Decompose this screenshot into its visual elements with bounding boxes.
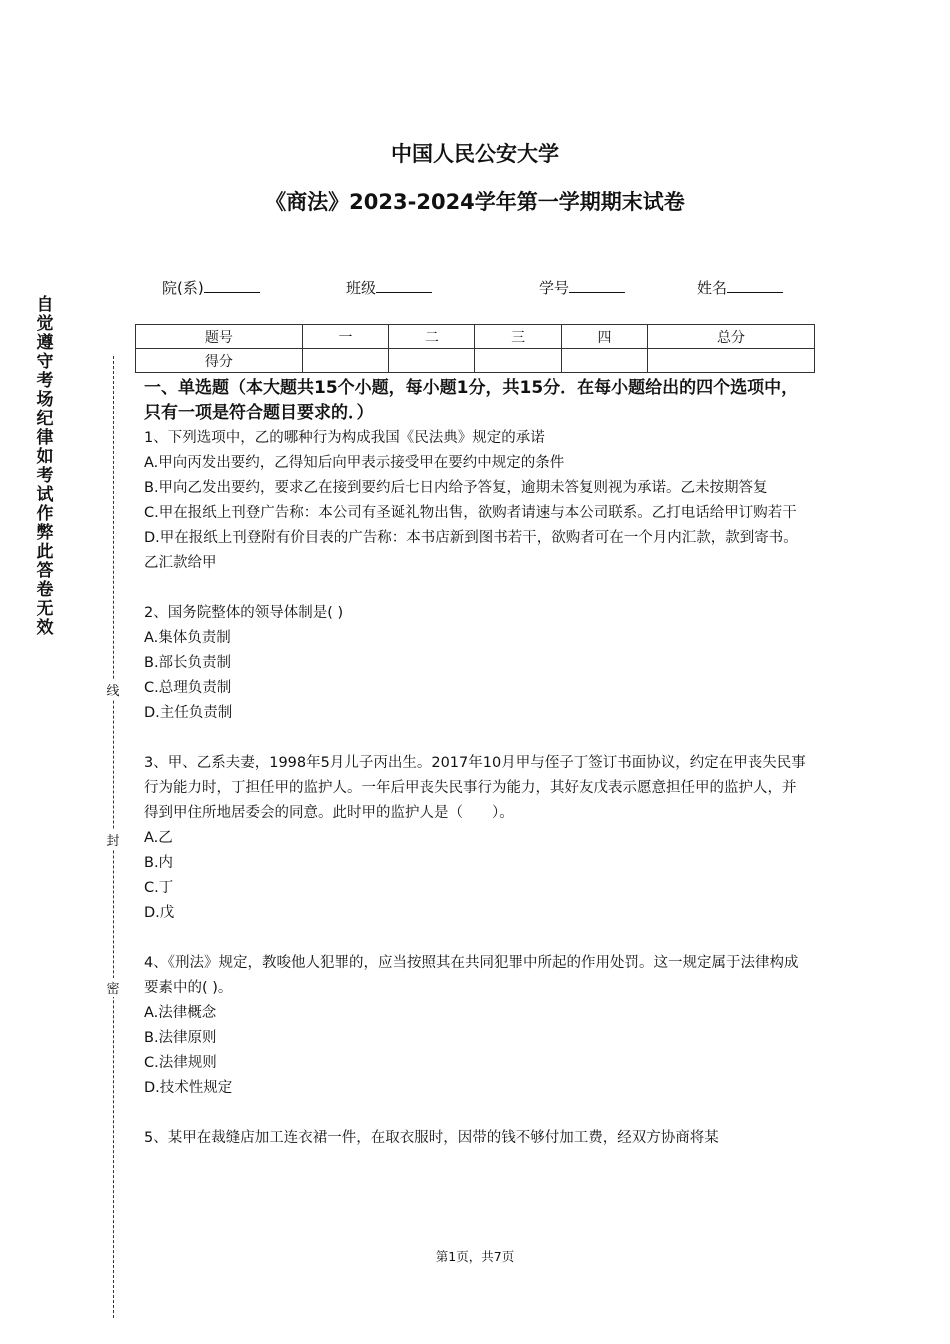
question-2: [144, 601, 808, 726]
question-option: B.法律原则: [144, 1030, 217, 1046]
score-cell-empty: [389, 349, 475, 373]
score-cell-empty: [561, 349, 647, 373]
score-cell: 四: [561, 325, 647, 349]
section-heading: 一、单选题（本大题共15个小题，每小题1分，共15分．在每小题给出的四个选项中，只有一项是符合题目要求的．）: [144, 378, 799, 423]
question-5: [144, 1126, 808, 1151]
blank-line: [727, 278, 783, 293]
question-option: C.法律规则: [144, 1055, 217, 1071]
exam-discipline-warning: 自觉遵守考场纪律如考试作弊此答卷无效: [36, 295, 54, 638]
score-cell-empty: [475, 349, 561, 373]
info-field-student-id: 学号: [539, 277, 625, 298]
score-cell: 三: [475, 325, 561, 349]
question-stem: 4、《刑法》规定，教唆他人犯罪的，应当按照其在共同犯罪中所起的作用处罚。这一规定属于法律构成要素中的( )。: [144, 955, 799, 996]
question-option: D.技术性规定: [144, 1080, 233, 1096]
page-number: 第1页，共7页: [435, 1249, 515, 1264]
seal-char-seal: 封: [106, 830, 120, 849]
score-table-header-row: [136, 325, 815, 349]
score-table: [135, 324, 815, 373]
question-option: B.甲向乙发出要约，要求乙在接到要约后七日内给予答复，逾期未答复则视为承诺。乙未按期答复: [144, 480, 768, 496]
question-option: B.内: [144, 855, 174, 871]
question-stem: 1、下列选项中，乙的哪种行为构成我国《民法典》规定的承诺: [144, 430, 545, 446]
question-4: [144, 951, 808, 1101]
question-option: C.总理负责制: [144, 680, 232, 696]
info-field-name: 姓名: [697, 277, 783, 298]
score-cell: 得分: [136, 349, 303, 373]
question-option: D.主任负责制: [144, 705, 233, 721]
question-option: D.戊: [144, 905, 175, 921]
question-option: D.甲在报纸上刊登附有价目表的广告称：本书店新到图书若干，欲购者可在一个月内汇款，款到寄书。乙汇款给甲: [144, 530, 798, 571]
question-option: B.部长负责制: [144, 655, 232, 671]
blank-line: [376, 278, 432, 293]
blank-line: [204, 278, 260, 293]
question-stem: 3、甲、乙系夫妻，1998年5月儿子丙出生。2017年10月甲与侄子丁签订书面协议，约定在甲丧失民事行为能力时，丁担任甲的监护人。一年后甲丧失民事行为能力，其好友戊表示愿意担任甲的监护人，并得到甲住所地居委会的同意。此时甲的监护人是（ ）。: [144, 755, 806, 821]
score-cell-empty: [302, 349, 388, 373]
question-option: A.甲向丙发出要约，乙得知后向甲表示接受甲在要约中规定的条件: [144, 455, 565, 471]
question-1: [144, 426, 808, 576]
score-cell: 题号: [136, 325, 303, 349]
question-3: [144, 751, 808, 926]
score-cell: 一: [302, 325, 388, 349]
info-field-class: 班级: [346, 277, 432, 298]
university-title: 中国人民公安大学: [391, 142, 559, 166]
blank-line: [569, 278, 625, 293]
question-stem: 5、某甲在裁缝店加工连衣裙一件，在取衣服时，因带的钱不够付加工费，经双方协商将某: [144, 1130, 719, 1146]
info-field-department: 院(系): [162, 277, 260, 298]
exam-title: 《商法》2023-2024学年第一学期期末试卷: [265, 190, 685, 214]
question-option: C.丁: [144, 880, 174, 896]
question-stem: 2、国务院整体的领导体制是( ): [144, 605, 344, 621]
exam-content: [144, 376, 808, 1151]
score-cell-empty: [648, 349, 815, 373]
score-cell: 二: [389, 325, 475, 349]
score-table-score-row: [136, 349, 815, 373]
score-cell: 总分: [648, 325, 815, 349]
question-option: A.集体负责制: [144, 630, 231, 646]
seal-char-line: 线: [106, 680, 120, 699]
question-option: C.甲在报纸上刊登广告称：本公司有圣诞礼物出售，欲购者请速与本公司联系。乙打电话给甲订购若干: [144, 505, 797, 521]
question-option: A.法律概念: [144, 1005, 217, 1021]
question-option: A.乙: [144, 830, 173, 846]
seal-char-secret: 密: [106, 978, 120, 997]
